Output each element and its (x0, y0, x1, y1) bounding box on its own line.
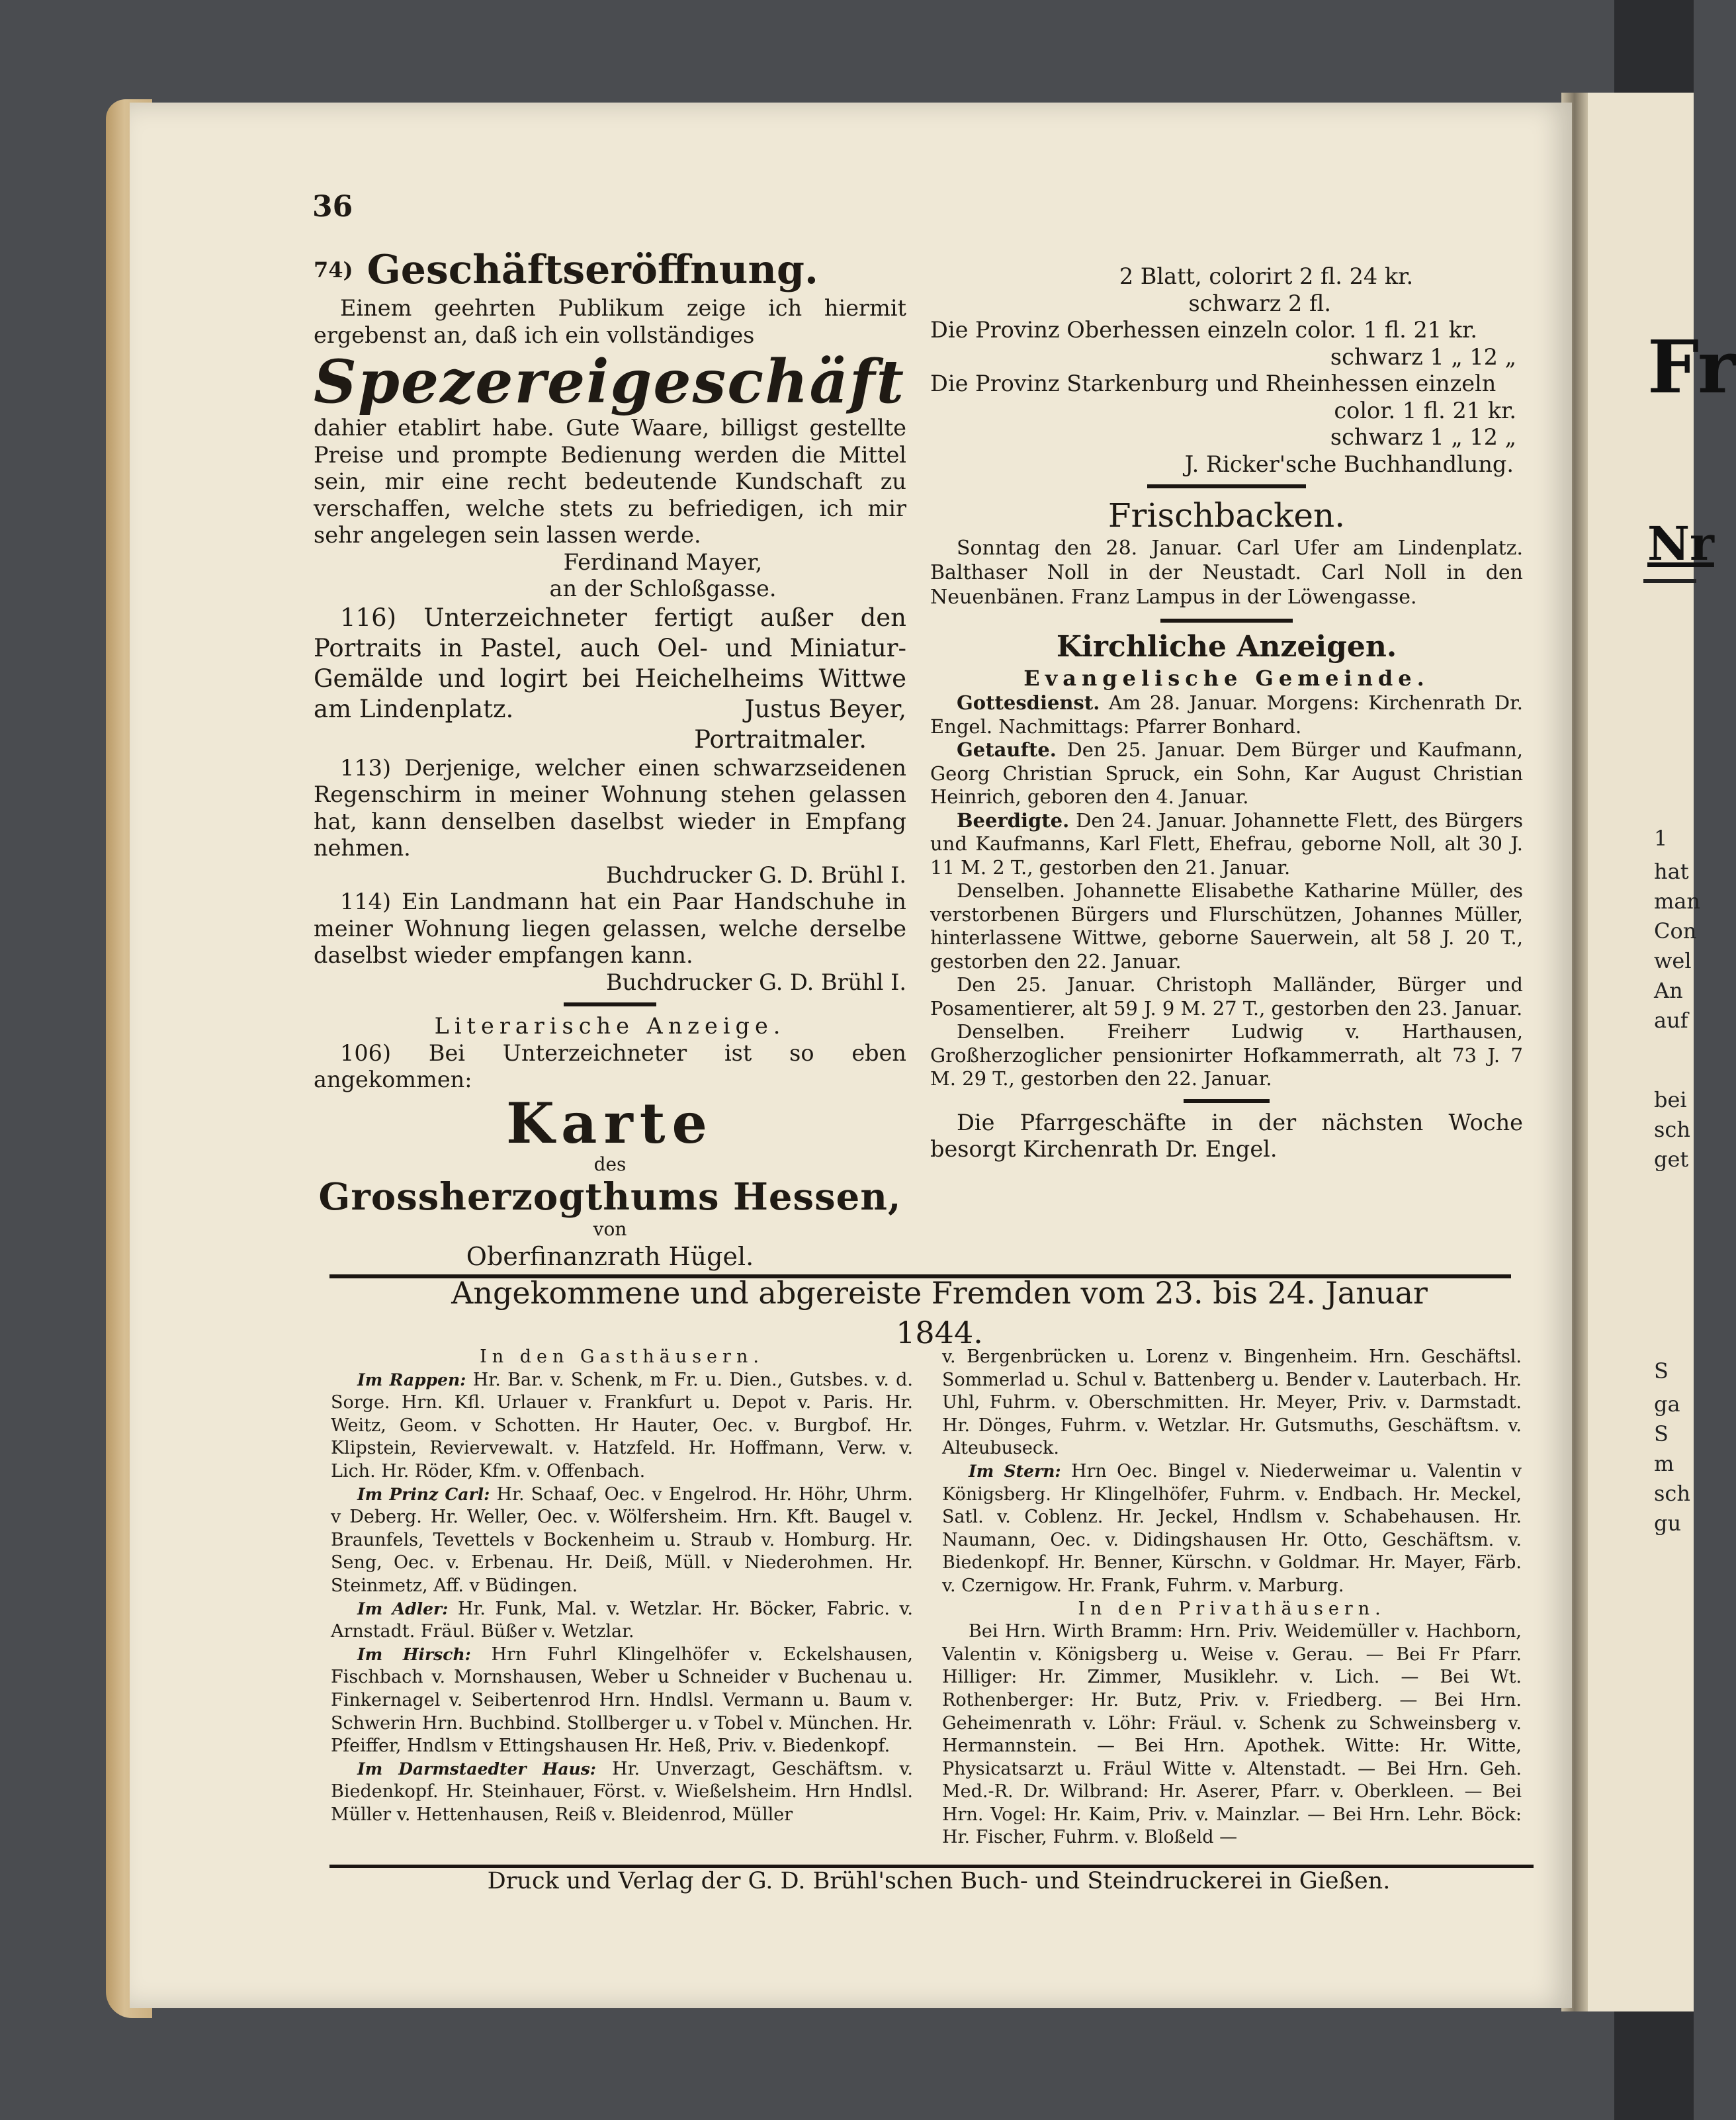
karte-von: von (593, 1217, 627, 1240)
frischbacken-heading: Frischbacken. (1107, 496, 1346, 535)
ad-74-heading (314, 245, 906, 295)
burial-entry: Denselben. Johannette Elisabethe Katharine Müller, des verstorbenen Bürgers und Flurschützen, Johannes Müller, hinterlassene Wittwe, geborne Sauerwein, alt 58 J. 20 T., gestorben den 22. Januar. (930, 879, 1523, 973)
prinz-entry (331, 1483, 913, 1598)
stern-entry (942, 1460, 1522, 1598)
ad-74-signature-address: an der Schloßgasse. (549, 576, 777, 601)
inn-guests: Hr. Funk, Mal. v. Wetzlar. Hr. Böcker, Fabric. v. Arnstadt. Fräul. Büßer v. Wetzlar. (331, 1598, 914, 1642)
entry-text: Am 28. Januar. Morgens: Kirchenrath Dr. Engel. Nachmittags: Pfarrer Bonhard. (930, 691, 1524, 738)
literary-intro: 106) Bei Unterzeichneter ist so eben angekommen: (314, 1039, 906, 1092)
divider (1160, 619, 1293, 623)
ad-74-intro: Einem geehrten Publikum zeige ich hiermit ergebenst an, daß ich ein vollständiges (314, 295, 906, 348)
divider (564, 1002, 656, 1006)
privat-heading: In den Privathäusern. (1078, 1598, 1386, 1619)
divider (1184, 1099, 1270, 1103)
ad-116-signature-title: Portraitmaler. (694, 725, 867, 754)
next-page-word: sch (1654, 1481, 1690, 1506)
next-page-fragment (1575, 93, 1736, 2011)
next-page-word: gu (1654, 1511, 1682, 1536)
next-page-word: 1 (1654, 826, 1668, 851)
next-page-word: hat (1654, 859, 1689, 884)
ad-74-signature-name: Ferdinand Mayer, (563, 549, 763, 575)
next-page-word: ga (1654, 1391, 1680, 1417)
next-page-word: auf (1654, 1008, 1688, 1033)
price-line: 2 Blatt, colorirt 2 fl. 24 kr. (1119, 263, 1414, 289)
getaufte-entry (930, 738, 1523, 809)
divider (1147, 484, 1306, 488)
ad-74-text: dahier etablirt habe. Gute Waare, billigst gestellte Preise und prompte Bedienung werden die Mittel sein, mir eine recht bedeutende Kundschaft zu verschaffen, welche stets zu befriedigen, ich mir sehr angelegen sein lassen werde. (314, 415, 906, 548)
pfarr-notice: Die Pfarrgeschäfte in der nächsten Woche besorgt Kirchenrath Dr. Engel. (930, 1109, 1523, 1162)
church-heading: Kirchliche Anzeigen. (1056, 630, 1397, 664)
privat-entry: Bei Hrn. Wirth Bramm: Hrn. Priv. Weidemüller v. Hachborn, Valentin v. Königsberg u. Weise v. Gerau. — Bei Fr Pfarr. Hilliger: Hr. Zimmer, Musiklehr. v. Lich. — Bei Wt. Rothenberger: Hr. Butz, Priv. v. Friedberg. — Bei Hrn. Geheimenrath v. Löhr: Fräul. v. Schenk zu Schweinsberg v. Hermannstein. — Bei Hrn. Apothek. Witte: Hr. Witte, Physicatsarzt u. Fräul Witte v. Altenstadt. — Bei Hrn. Geh. Med.-R. Dr. Wilbrand: Hr. Aserer, Pfarr. v. Oberkleen. — Bei Hrn. Vogel: Hr. Kaim, Priv. v. Mainzlar. — Bei Hrn. Lehr. Böck: Hr. Fischer, Fuhrm. v. Bloßeld — (942, 1621, 1522, 1848)
next-page-word: S (1654, 1358, 1669, 1384)
next-page-word: m (1654, 1451, 1674, 1476)
next-page-rule (1643, 579, 1696, 583)
ad-number: 74) (314, 257, 353, 283)
entry-text: Den 24. Januar. Johannette Flett, des Bürgers und Kaufmanns, Karl Flett, Ehefrau, geborne Noll, alt 30 J. 11 M. 2 T., gestorben den 21. Januar. (930, 809, 1524, 879)
right-column (930, 263, 1523, 1163)
fremden-heading: Angekommene und abgereiste Fremden vom 23. bis 24. Januar 1844. (451, 1275, 1428, 1350)
inn-guests: Hr. Schaaf, Oec. v Engelrod. Hr. Höhr, Uhrm. v Deberg. Hr. Weller, Oec. v. Wölfersheim. Hrn. Kft. Baugel v. Braunfels, Tevettels v Bockenheim u. Straub v. Homburg. Hr. Seng, Oec. v. Erbenau. Hr. Deiß, Müll. v Niederohmen. Hr. Steinmetz, Aff. v Büdingen. (331, 1483, 914, 1596)
page-number: 36 (312, 190, 353, 224)
ad-116-text: 116) Unterzeichneter fertigt außer den Portraits in Pastel, auch Oel- und Miniatur-Gemälde und logirt bei Heichelheims Wittwe am Lindenplatz. (314, 603, 906, 723)
inn-guests: Hr. Bar. v. Schenk, m Fr. u. Dien., Gutsbes. v. d. Sorge. Hrn. Kfl. Urlauer v. Frankfurt u. Depot v. Paris. Hr. Weitz, Geom. v Schotten. Hr Hauter, Oec. v. Burgbof. Hr. Klipstein, Reviervewalt. v. Hatzfeld. Hr. Hoffmann, Verw. v. Lich. Hr. Röder, Kfm. v. Offenbach. (331, 1369, 913, 1481)
price-line: color. 1 fl. 21 kr. (1334, 397, 1516, 423)
inn-label: Im Darmstaedter Haus: (357, 1759, 597, 1779)
price-line: Die Provinz Oberhessen einzeln color. 1 fl. 21 kr. (930, 317, 1477, 343)
entry-label: Gottesdienst. (957, 691, 1100, 714)
shop-name: Spezereigeschäft (314, 347, 906, 417)
fremden-left-column (331, 1346, 913, 1826)
literary-heading: Literarische Anzeige. (434, 1013, 786, 1039)
inn-label: Im Adler: (357, 1599, 449, 1618)
next-page-word: get (1654, 1147, 1689, 1172)
burial-entry: Denselben. Freiherr Ludwig v. Harthausen, Großherzoglicher pensionirter Hofkammerrath, alt 73 J. 7 M. 29 T., gestorben den 22. Januar. (930, 1020, 1523, 1090)
hirsch-entry (331, 1644, 913, 1758)
fremden-right-column (942, 1346, 1522, 1849)
gasthaeuser-heading: In den Gasthäusern. (480, 1347, 764, 1367)
imprint-footer: Druck und Verlag der G. D. Brühl'schen Buch- und Steindruckerei in Gießen. (487, 1868, 1391, 1894)
entry-label: Getaufte. (957, 738, 1057, 761)
left-column (314, 245, 906, 1272)
price-line: schwarz 1 „ 12 „ (1330, 343, 1516, 370)
burial-entry: Den 25. Januar. Christoph Malländer, Bürger und Posamentierer, alt 59 J. 9 M. 27 T., gestorben den 23. Januar. (930, 973, 1523, 1020)
price-line: schwarz 2 fl. (1188, 290, 1331, 316)
next-page-number-fragment: Nr (1647, 516, 1714, 571)
next-page-word: wel (1654, 948, 1692, 973)
next-page-word: man (1654, 889, 1701, 914)
church-subheading: Evangelische Gemeinde. (1023, 666, 1430, 691)
inn-guests: Hr. Unverzagt, Geschäftsm. v. Biedenkopf. Hr. Steinhauer, Först. v. Wießelsheim. Hrn Hndlsl. Müller v. Hettenhausen, Reiß v. Bleidenrod, Müller (331, 1758, 913, 1825)
karte-author: Oberfinanzrath Hügel. (466, 1241, 754, 1271)
adler-entry (331, 1598, 913, 1644)
gottesdienst-entry (930, 691, 1523, 738)
next-page-word: Con (1654, 918, 1697, 944)
inn-label: Im Rappen: (357, 1370, 466, 1390)
ad-113-signature: Buchdrucker G. D. Brühl I. (606, 861, 906, 888)
ad-114-signature: Buchdrucker G. D. Brühl I. (606, 969, 906, 995)
frischbacken-text: Sonntag den 28. Januar. Carl Ufer am Lindenplatz. Balthaser Noll in der Neustadt. Carl Noll in den Neuenbänen. Franz Lampus in der Löwengasse. (930, 537, 1523, 609)
entry-text: Den 25. Januar. Dem Bürger und Kaufmann, Georg Christian Spruck, ein Sohn, Kar August Christian Heinrich, geboren den 4. Januar. (930, 738, 1523, 808)
beerdigte-entry (930, 809, 1523, 880)
next-page-title-fragment: Fr (1647, 324, 1736, 410)
ad-114-text: 114) Ein Landmann hat ein Paar Handschuhe in meiner Wohnung liegen gelassen, welche derselbe daselbst wieder empfangen kann. (314, 889, 906, 968)
next-page-word: An (1654, 978, 1683, 1003)
next-page-word: S (1654, 1421, 1669, 1446)
price-line: Die Provinz Starkenburg und Rheinhessen einzeln (930, 371, 1497, 396)
inn-label: Im Prinz Carl: (357, 1484, 490, 1504)
ad-title: Geschäftseröffnung. (367, 247, 818, 293)
rappen-entry (331, 1369, 913, 1483)
darmstadt-entry (331, 1758, 913, 1827)
next-page-word: bei (1654, 1087, 1687, 1112)
inn-guests: Hrn Oec. Bingel v. Niederweimar u. Valentin v Königsberg. Hr Klingelhöfer, Fuhrm. v. Endbach. Hr. Meckel, Satl. v. Coblenz. Hr. Jeckel, Hndlsm v. Schabehausen. Hr. Naumann, Oec. v. Didingshausen Hr. Otto, Geschäftsm. v. Biedenkopf. Hr. Benner, Kürschn. v Goldmar. Hr. Mayer, Färb. v. Czernigow. Hr. Frank, Fuhrm. v. Marburg. (942, 1460, 1522, 1596)
next-page-word: sch (1654, 1117, 1690, 1142)
karte-title: Karte (506, 1090, 714, 1156)
inn-label: Im Stern: (969, 1461, 1061, 1481)
ad-113-text: 113) Derjenige, welcher einen schwarzseidenen Regenschirm in meiner Wohnung stehen gelassen hat, kann denselben daselbst wieder in Empfang nehmen. (314, 754, 906, 861)
price-line: schwarz 1 „ 12 „ (1330, 424, 1516, 450)
ad-116-signature-name: Justus Beyer, (744, 694, 906, 723)
bookstore-signature: J. Ricker'sche Buchhandlung. (1184, 451, 1514, 477)
inn-guests: Hrn Fuhrl Klingelhöfer v. Eckelshausen, Fischbach v. Mornshausen, Weber u Schneider v Buchenau u. Finkernagel v. Seibertenrod Hrn. Hndlsl. Vermann u. Baum v. Schwerin Hrn. Buchbind. Stollberger u. v Tobel v. München. Hr. Pfeiffer, Hndlsm v Ettingshausen Hr. Heß, Priv. v. Biedenkopf. (331, 1644, 914, 1757)
karte-subtitle: Grossherzogthums Hessen, (318, 1174, 902, 1219)
inn-label: Im Hirsch: (357, 1644, 471, 1664)
entry-label: Beerdigte. (957, 809, 1070, 832)
continued-entry: v. Bergenbrücken u. Lorenz v. Bingenheim. Hrn. Geschäftsl. Sommerlad u. Schul v. Battenberg u. Bender v. Lauterbach. Hr. Uhl, Fuhrm. v. Oberschmitten. Hr. Meyer, Priv. v. Darmstadt. Hr. Dönges, Fuhrm. v. Wetzlar. Hr. Gutsmuths, Geschäftsm. v. Alteubuseck. (942, 1347, 1522, 1459)
karte-des: des (593, 1153, 627, 1175)
